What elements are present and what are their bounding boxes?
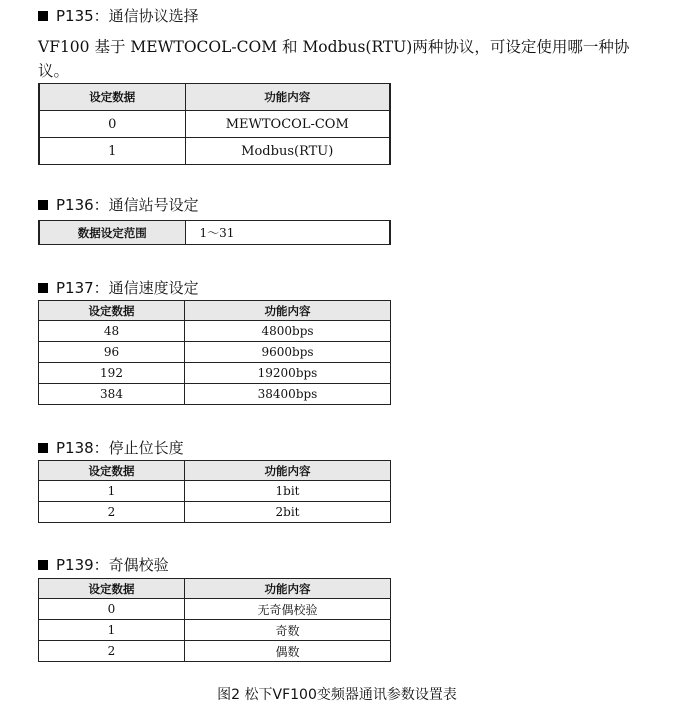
bullet-square-icon — [38, 283, 48, 293]
table-row — [39, 342, 391, 363]
table-header-row — [39, 84, 390, 111]
bullet-square-icon — [38, 11, 48, 21]
table-cell: 1bit — [185, 481, 391, 502]
bullet-square-icon — [38, 443, 48, 453]
p135-table — [38, 83, 391, 165]
range-value: 1～31 — [185, 221, 390, 245]
table-header-row — [39, 301, 391, 321]
p136-heading — [38, 196, 199, 214]
table-cell: 1 — [39, 620, 185, 641]
table-cell: Modbus(RTU) — [185, 138, 390, 165]
table-cell: 2 — [39, 502, 185, 523]
table-cell: 96 — [39, 342, 185, 363]
p136-title: P136：通信站号设定 — [56, 196, 199, 214]
table-row — [39, 620, 391, 641]
p135-intro: VF100 基于 MEWTOCOL-COM 和 Modbus(RTU)两种协议，可设定使用哪一种协议。 — [38, 38, 630, 80]
table-row — [39, 111, 390, 138]
table-row — [39, 502, 391, 523]
table-header-row — [39, 579, 391, 599]
p138-table — [38, 460, 391, 523]
header-cell: 功能内容 — [185, 461, 391, 481]
header-cell: 功能内容 — [185, 579, 391, 599]
p138-title: P138：停止位长度 — [56, 439, 184, 457]
header-cell: 设定数据 — [39, 84, 185, 111]
table-row — [39, 384, 391, 405]
p135-title: P135：通信协议选择 — [56, 7, 199, 25]
table-cell: 0 — [39, 599, 185, 620]
header-cell: 功能内容 — [185, 301, 391, 321]
table-cell: 384 — [39, 384, 185, 405]
table-cell: 2bit — [185, 502, 391, 523]
p138-heading — [38, 439, 184, 457]
table-cell: 19200bps — [185, 363, 391, 384]
table-row — [39, 138, 390, 165]
table-cell: MEWTOCOL-COM — [185, 111, 390, 138]
p137-heading — [38, 279, 199, 297]
header-cell: 设定数据 — [39, 579, 185, 599]
p137-table — [38, 300, 391, 405]
table-cell: 1 — [39, 481, 185, 502]
p135-heading — [38, 7, 199, 25]
table-row — [39, 221, 390, 245]
p139-title: P139：奇偶校验 — [56, 556, 169, 574]
table-row — [39, 481, 391, 502]
table-row — [39, 363, 391, 384]
table-cell: 无奇偶校验 — [185, 599, 391, 620]
p136-table — [38, 220, 391, 245]
table-header-row — [39, 461, 391, 481]
header-cell: 设定数据 — [39, 461, 185, 481]
table-cell: 9600bps — [185, 342, 391, 363]
table-cell: 0 — [39, 111, 185, 138]
range-label: 数据设定范围 — [39, 221, 185, 245]
table-cell: 奇数 — [185, 620, 391, 641]
table-cell: 192 — [39, 363, 185, 384]
table-cell: 2 — [39, 641, 185, 662]
p137-title: P137：通信速度设定 — [56, 279, 199, 297]
table-cell: 38400bps — [185, 384, 391, 405]
bullet-square-icon — [38, 560, 48, 570]
bullet-square-icon — [38, 200, 48, 210]
table-row — [39, 321, 391, 342]
table-row — [39, 599, 391, 620]
table-cell: 4800bps — [185, 321, 391, 342]
table-cell: 48 — [39, 321, 185, 342]
figure-caption: 图2 松下VF100变频器通讯参数设置表 — [217, 687, 457, 703]
table-cell: 偶数 — [185, 641, 391, 662]
table-row — [39, 641, 391, 662]
header-cell: 设定数据 — [39, 301, 185, 321]
table-cell: 1 — [39, 138, 185, 165]
header-cell: 功能内容 — [185, 84, 390, 111]
p139-heading — [38, 556, 169, 574]
p139-table — [38, 578, 391, 662]
